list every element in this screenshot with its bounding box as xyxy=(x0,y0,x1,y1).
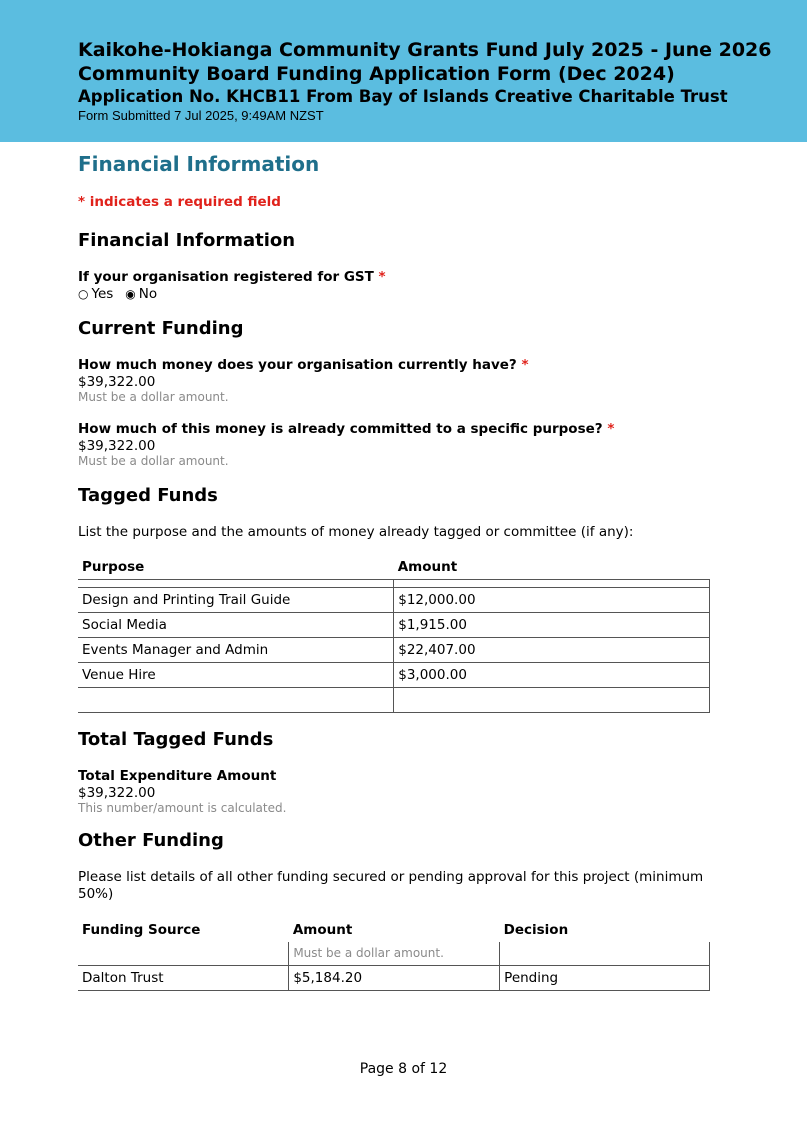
funding-source-cell: Dalton Trust xyxy=(78,966,289,991)
committed-money-hint: Must be a dollar amount. xyxy=(78,454,229,468)
amount-cell: $12,000.00 xyxy=(394,588,710,613)
gst-question-text: If your organisation registered for GST xyxy=(78,269,374,285)
total-expenditure-value: $39,322.00 xyxy=(78,785,156,801)
fund-title: Kaikohe-Hokianga Community Grants Fund July 2025 - June 2026 xyxy=(78,39,772,61)
current-money-value: $39,322.00 xyxy=(78,374,156,390)
required-field-note: * indicates a required field xyxy=(78,194,281,210)
financial-information-heading: Financial Information xyxy=(78,230,296,251)
table-row xyxy=(78,613,710,638)
decision-cell: Pending xyxy=(500,966,710,991)
required-star: * xyxy=(378,269,386,285)
required-star: * xyxy=(607,421,615,437)
gst-radio-yes-label: Yes xyxy=(91,286,114,302)
purpose-cell: Events Manager and Admin xyxy=(78,638,394,663)
current-money-question: How much money does your organisation currently have? xyxy=(78,357,517,373)
section-title: Financial Information xyxy=(78,152,320,176)
purpose-column-header: Purpose xyxy=(82,559,145,575)
purpose-cell: Social Media xyxy=(78,613,394,638)
amount-hint: Must be a dollar amount. xyxy=(289,942,500,966)
gst-radio-no[interactable] xyxy=(125,286,157,303)
table-empty-row xyxy=(78,688,710,713)
current-funding-heading: Current Funding xyxy=(78,318,244,339)
total-expenditure-hint: This number/amount is calculated. xyxy=(78,801,287,815)
application-number: Application No. KHCB11 From Bay of Islands Creative Charitable Trust xyxy=(78,87,728,106)
required-star: * xyxy=(521,357,529,373)
amount-cell: $22,407.00 xyxy=(394,638,710,663)
header-band xyxy=(0,0,807,142)
other-funding-heading: Other Funding xyxy=(78,830,224,851)
gst-radio-group xyxy=(78,286,710,303)
committed-money-value: $39,322.00 xyxy=(78,438,156,454)
tagged-funds-heading: Tagged Funds xyxy=(78,485,218,506)
committed-money-label xyxy=(78,421,710,438)
gst-question-label xyxy=(78,269,710,286)
table-row xyxy=(78,588,710,613)
other-funding-intro: Please list details of all other funding secured or pending approval for this project (minimum 50%) xyxy=(78,869,704,902)
other-funding-table xyxy=(78,918,710,991)
purpose-cell: Venue Hire xyxy=(78,663,394,688)
current-money-label xyxy=(78,357,710,374)
form-title: Community Board Funding Application Form (Dec 2024) xyxy=(78,63,675,85)
radio-unselected-icon: ○ xyxy=(78,287,89,301)
decision-column-header: Decision xyxy=(503,922,569,938)
gst-radio-no-label: No xyxy=(138,286,158,302)
submitted-timestamp: Form Submitted 7 Jul 2025, 9:49AM NZST xyxy=(78,108,324,123)
table-row xyxy=(78,663,710,688)
table-row xyxy=(78,966,710,991)
page-number: Page 8 of 12 xyxy=(359,1061,448,1077)
table-row xyxy=(78,638,710,663)
amount-column-header: Amount xyxy=(397,559,458,575)
tagged-funds-intro: List the purpose and the amounts of money already tagged or committee (if any): xyxy=(78,524,634,540)
total-expenditure-label: Total Expenditure Amount xyxy=(78,768,277,784)
gst-radio-yes[interactable] xyxy=(78,286,113,303)
amount-hint-row xyxy=(78,942,710,966)
form-content xyxy=(78,152,710,991)
radio-selected-icon: ◉ xyxy=(125,287,136,301)
funding-source-column-header: Funding Source xyxy=(82,922,201,938)
amount-column-header: Amount xyxy=(292,922,353,938)
committed-money-question: How much of this money is already committed to a specific purpose? xyxy=(78,421,603,437)
table-spacer-row xyxy=(78,580,710,588)
total-tagged-funds-heading: Total Tagged Funds xyxy=(78,729,274,750)
amount-cell: $3,000.00 xyxy=(394,663,710,688)
purpose-cell: Design and Printing Trail Guide xyxy=(78,588,394,613)
current-money-hint: Must be a dollar amount. xyxy=(78,390,229,404)
amount-cell: $1,915.00 xyxy=(394,613,710,638)
tagged-funds-table xyxy=(78,555,710,713)
amount-cell: $5,184.20 xyxy=(289,966,500,991)
